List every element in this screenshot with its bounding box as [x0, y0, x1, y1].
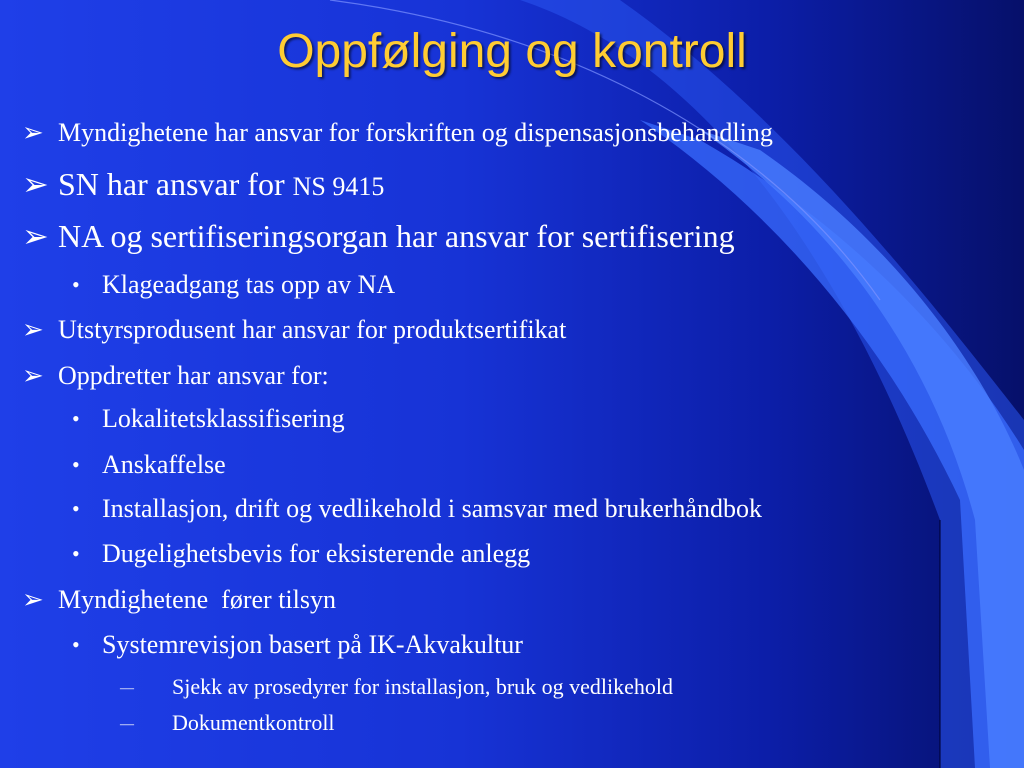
arrow-bullet-icon: ➢ — [22, 166, 49, 202]
arrow-bullet-icon: ➢ — [22, 218, 49, 254]
bullet-text: Sjekk av prosedyrer for installasjon, bruk og vedlikehold — [172, 674, 674, 699]
bullet-text: Utstyrsprodusent har ansvar for produktsertifikat — [58, 315, 567, 344]
bullet-text: Systemrevisjon basert på IK-Akvakultur — [102, 630, 523, 659]
dash-bullet-icon: — — [120, 717, 134, 732]
dot-bullet-icon: • — [72, 406, 80, 431]
bullet-text: NA og sertifiseringsorgan har ansvar for sertifisering — [58, 218, 735, 254]
dot-bullet-icon: • — [72, 496, 80, 521]
bullet-text: Anskaffelse — [102, 450, 226, 479]
bullet-text: Myndighetene fører tilsyn — [58, 585, 336, 614]
slide-title: Oppfølging og kontroll — [277, 25, 747, 78]
bullet-text: SN har ansvar for NS 9415 — [58, 166, 385, 202]
dot-bullet-icon: • — [72, 632, 80, 657]
dot-bullet-icon: • — [72, 541, 80, 566]
bullet-text: Lokalitetsklassifisering — [102, 404, 345, 433]
bullet-text: Installasjon, drift og vedlikehold i samsvar med brukerhåndbok — [102, 494, 762, 523]
bullet-text: Oppdretter har ansvar for: — [58, 361, 329, 390]
dash-bullet-icon: — — [120, 681, 134, 696]
dot-bullet-icon: • — [72, 452, 80, 477]
dot-bullet-icon: • — [72, 272, 80, 297]
arrow-bullet-icon: ➢ — [22, 361, 44, 390]
bullet-text: Dokumentkontroll — [172, 710, 335, 735]
standard-code: NS 9415 — [292, 172, 385, 201]
bullet-text: Dugelighetsbevis for eksisterende anlegg — [102, 539, 531, 568]
arrow-bullet-icon: ➢ — [22, 315, 44, 344]
bullet-text: Klageadgang tas opp av NA — [102, 270, 396, 299]
arrow-bullet-icon: ➢ — [22, 118, 44, 147]
bullet-text: Myndighetene har ansvar for forskriften og dispensasjonsbehandling — [58, 118, 773, 147]
arrow-bullet-icon: ➢ — [22, 585, 44, 614]
